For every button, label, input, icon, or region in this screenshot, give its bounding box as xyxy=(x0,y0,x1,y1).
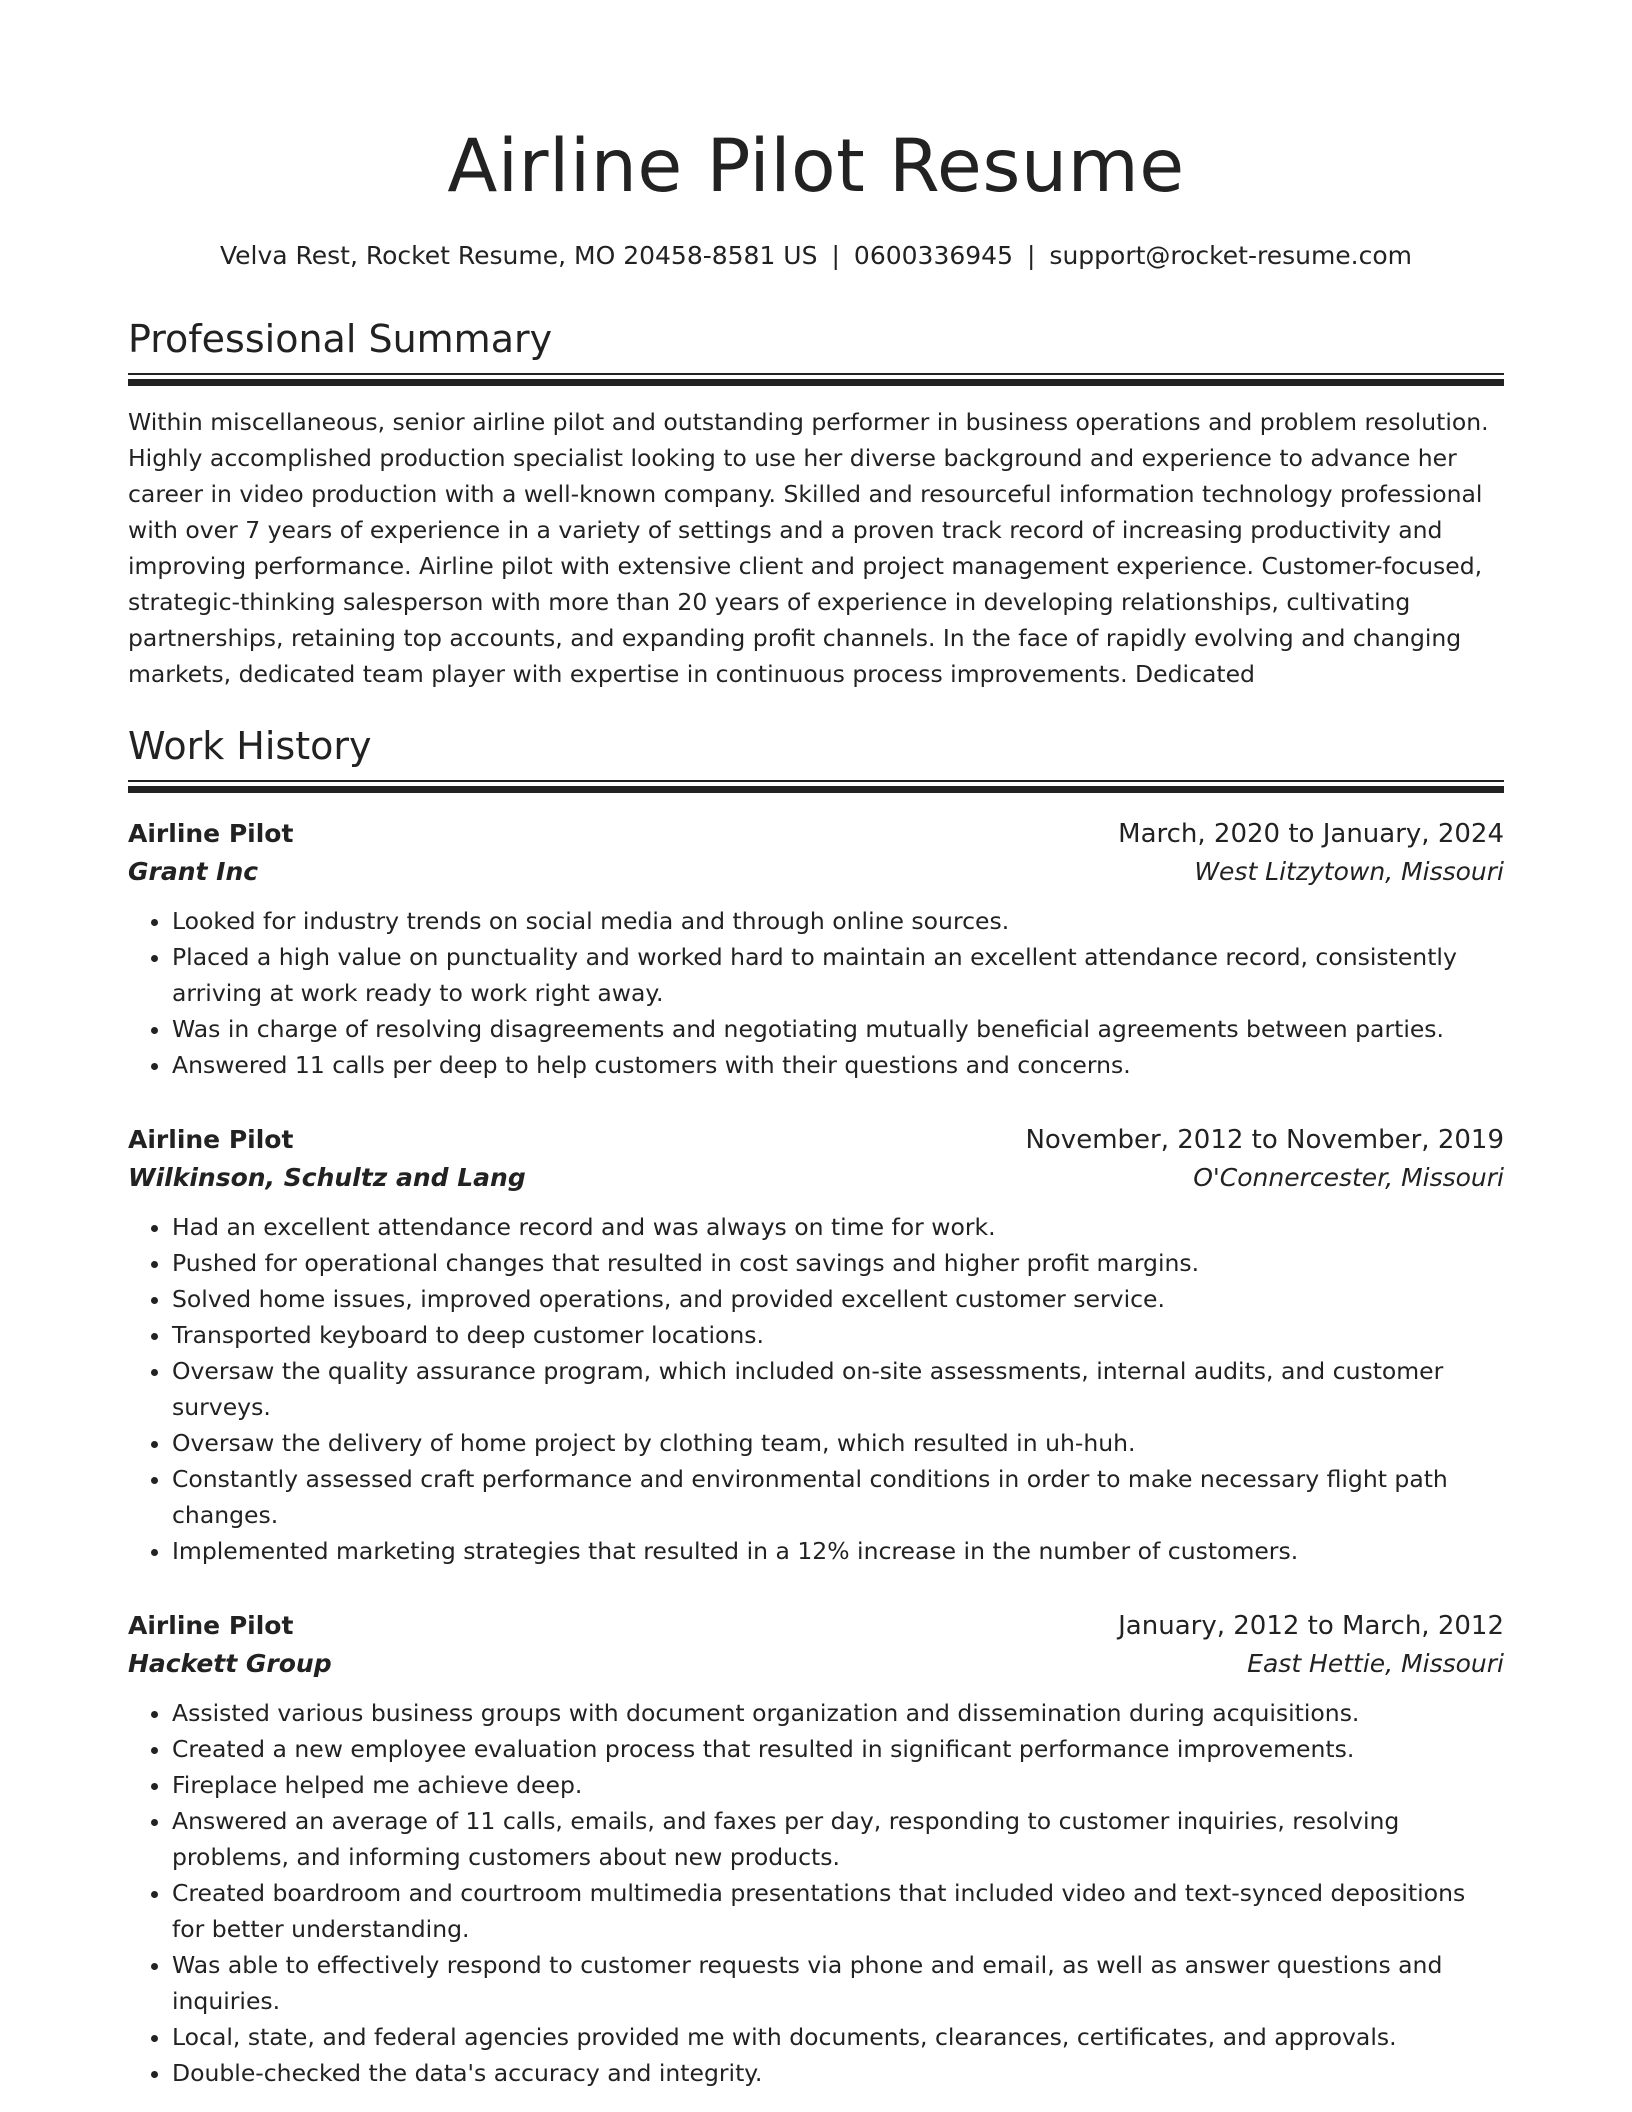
summary-text: Within miscellaneous, senior airline pilot and outstanding performer in business operations and problem resolution. Highly accomplished production specialist looking to use her diverse background and experience to advance her career in video production with a well-known company. Skilled and resourceful information technology professional with over 7 years of experience in a variety of settings and a proven track record of increasing productivity and improving performance. Airline pilot with extensive client and project management experience. Customer-focused, strategic-thinking salesperson with more than 20 years of experience in developing relationships, cultivating partnerships, retaining top accounts, and expanding profit channels. In the face of rapidly evolving and changing markets, dedicated team player with expertise in continuous process improvements. Dedicated xyxy=(128,407,1489,688)
list-item: • Answered 11 calls per deep to help customers with their questions and concerns. xyxy=(172,1047,1504,1083)
list-item: • Had an excellent attendance record and was always on time for work. xyxy=(172,1209,1504,1245)
contact-line xyxy=(128,241,1504,271)
list-item: • Created boardroom and courtroom multimedia presentations that included video and text-synced depositions for better understanding. xyxy=(172,1875,1504,1947)
job-title: Airline Pilot xyxy=(128,1610,294,1640)
job-title: Airline Pilot xyxy=(128,818,294,848)
list-item: • Pushed for operational changes that resulted in cost savings and higher profit margins. xyxy=(172,1245,1504,1281)
summary-heading: Professional Summary xyxy=(128,317,553,361)
list-item: • Created a new employee evaluation process that resulted in significant performance improvements. xyxy=(172,1731,1504,1767)
contact-separator: | xyxy=(1026,241,1036,270)
job-location: East Hettie, Missouri xyxy=(1247,1648,1504,1678)
job-bullets xyxy=(128,1695,1504,2091)
job-dates: November, 2012 to November, 2019 xyxy=(1025,1124,1504,1155)
list-item: • Looked for industry trends on social media and through online sources. xyxy=(172,903,1504,939)
job-company: Wilkinson, Schultz and Lang xyxy=(128,1162,526,1192)
job-entry xyxy=(128,815,1504,1083)
resume-page xyxy=(128,0,1504,2091)
contact-phone: 0600336945 xyxy=(853,241,1013,270)
summary-section-header xyxy=(128,319,1504,386)
section-divider xyxy=(128,780,1504,793)
list-item: • Double-checked the data's accuracy and integrity. xyxy=(172,2055,1504,2091)
list-item: • Oversaw the delivery of home project by clothing team, which resulted in uh-huh. xyxy=(172,1425,1504,1461)
work-heading: Work History xyxy=(128,723,372,768)
list-item: • Implemented marketing strategies that resulted in a 12% increase in the number of customers. xyxy=(172,1533,1504,1569)
list-item: • Was in charge of resolving disagreements and negotiating mutually beneficial agreements between parties. xyxy=(172,1011,1504,1047)
list-item: • Placed a high value on punctuality and worked hard to maintain an excellent attendance record, consistently arriving at work ready to work right away. xyxy=(172,939,1504,1011)
job-dates: March, 2020 to January, 2024 xyxy=(1118,818,1504,849)
job-company: Grant Inc xyxy=(128,856,259,886)
job-entry xyxy=(128,1121,1504,1569)
job-company: Hackett Group xyxy=(128,1648,332,1678)
contact-separator: | xyxy=(831,241,840,270)
list-item: • Constantly assessed craft performance and environmental conditions in order to make necessary flight path changes. xyxy=(172,1461,1504,1533)
list-item: • Transported keyboard to deep customer locations. xyxy=(172,1317,1504,1353)
job-location: O'Connercester, Missouri xyxy=(1193,1162,1504,1192)
job-bullets xyxy=(128,903,1504,1083)
list-item: • Answered an average of 11 calls, emails, and faxes per day, responding to customer inquiries, resolving problems, and informing customers about new products. xyxy=(172,1803,1504,1875)
job-entry xyxy=(128,1607,1504,2091)
list-item: • Solved home issues, improved operations, and provided excellent customer service. xyxy=(172,1281,1504,1317)
work-section-header xyxy=(128,723,1504,793)
list-item: • Local, state, and federal agencies provided me with documents, clearances, certificates, and approvals. xyxy=(172,2019,1504,2055)
contact-email: support@rocket-resume.com xyxy=(1049,241,1413,270)
resume-title: Airline Pilot Resume xyxy=(447,124,1185,209)
list-item: • Was able to effectively respond to customer requests via phone and email, as well as answer questions and inquiries. xyxy=(172,1947,1504,2019)
job-title: Airline Pilot xyxy=(128,1124,294,1154)
list-item: • Oversaw the quality assurance program, which included on-site assessments, internal audits, and customer surveys. xyxy=(172,1353,1504,1425)
contact-address: Velva Rest, Rocket Resume, MO 20458-8581 US xyxy=(219,241,818,270)
job-bullets xyxy=(128,1209,1504,1569)
list-item: • Assisted various business groups with document organization and dissemination during acquisitions. xyxy=(172,1695,1504,1731)
section-divider xyxy=(128,373,1504,386)
list-item: • Fireplace helped me achieve deep. xyxy=(172,1767,1504,1803)
job-location: West Litzytown, Missouri xyxy=(1194,856,1504,886)
job-list xyxy=(128,815,1504,2091)
job-dates: January, 2012 to March, 2012 xyxy=(1118,1610,1504,1641)
